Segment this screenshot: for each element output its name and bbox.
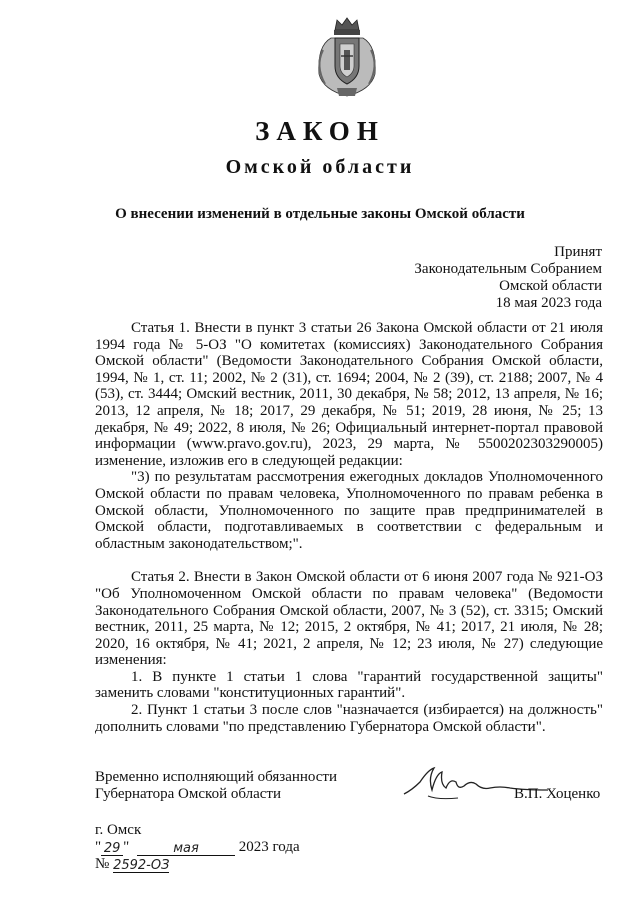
adopted-label: Принят bbox=[554, 244, 602, 260]
signatory-name: В.П. Хоценко bbox=[514, 786, 601, 802]
omsk-coat-of-arms-icon bbox=[309, 16, 385, 100]
adoption-block bbox=[414, 244, 602, 312]
number-sign: № bbox=[95, 856, 110, 872]
article-2: Статья 2. Внести в Закон Омской области от 6 июня 2007 года № 921-ОЗ "Об Уполномоченном Омской области по правам человека" (Ведомости Законодательного Собрания Омской области, 2007, № 3 (52), ст. 3315; Омский вестник, 2011, 25 марта, № 12; 2015, 2 октября, № 41; 2017, 21 июля, № 28; 2020, 16 октября, № 41; 2021, 2 апреля, № 12; 23 июля, № 27) следующие изменения: bbox=[95, 569, 603, 669]
number-line bbox=[95, 856, 300, 873]
law-number: 2592-ОЗ bbox=[113, 858, 170, 873]
quote-close: " bbox=[123, 839, 130, 855]
article-2-item-1: 1. В пункте 1 статьи 1 слова "гарантий государственной защиты" заменить словами "конституционных гарантий". bbox=[95, 668, 603, 702]
adopted-region: Омской области bbox=[499, 278, 602, 294]
article-1-quote: "3) по результатам рассмотрения ежегодных докладов Уполномоченного Омской области по правам человека, Уполномоченного по правам ребенка в Омской области, Уполномоченного по защите прав предпринимателей в Омской области, подготавливаемых в соответствии с федеральным и областным законодательством;". bbox=[95, 469, 603, 552]
adopted-by: Законодательным Собранием bbox=[414, 261, 602, 277]
date-day: 29 bbox=[101, 840, 123, 856]
article-1: Статья 1. Внести в пункт 3 статьи 26 Закона Омской области от 21 июля 1994 года № 5-ОЗ "О комитетах (комиссиях) Законодательного Собрания Омской области" (Ведомости Законодательного Собрания Омской области, 1994, № 1, ст. 11; 2002, № 2 (31), ст. 1694; 2004, № 2 (39), ст. 2188; 2007, № 4 (53), ст. 3444; Омский вестник, 2011, 30 декабря, № 58; 2012, 13 апреля, № 16; 2013, 12 апреля, № 18; 2017, 29 декабря, № 51; 2019, 28 июня, № 25; 13 декабря, № 49; 2022, 8 июля, № 26; Официальный интернет-портал правовой информации (www.pravo.gov.ru), 2023, 29 марта, № 5500202303290005) изменение, изложив его в следующей редакции: bbox=[95, 320, 603, 469]
date-year: 2023 года bbox=[238, 839, 300, 855]
position-line-1: Временно исполняющий обязанности bbox=[95, 769, 338, 785]
law-title: ЗАКОН bbox=[255, 116, 385, 146]
law-body bbox=[95, 320, 603, 735]
city: г. Омск bbox=[95, 822, 142, 838]
law-region: Омской области bbox=[225, 156, 415, 178]
date-line bbox=[95, 839, 300, 856]
article-2-item-2: 2. Пункт 1 статьи 3 после слов "назначается (избирается) на должность" дополнить словами "по представлению Губернатора Омской области". bbox=[95, 702, 603, 735]
quote-open: " bbox=[95, 839, 102, 855]
adopted-date: 18 мая 2023 года bbox=[495, 295, 602, 311]
place-date-number bbox=[95, 822, 300, 873]
city-line bbox=[95, 822, 300, 839]
signatory-position bbox=[95, 769, 337, 803]
position-line-2: Губернатора Омской области bbox=[95, 786, 281, 802]
date-month: мая bbox=[137, 840, 235, 856]
law-subject: О внесении изменений в отдельные законы Омской области bbox=[115, 206, 525, 222]
